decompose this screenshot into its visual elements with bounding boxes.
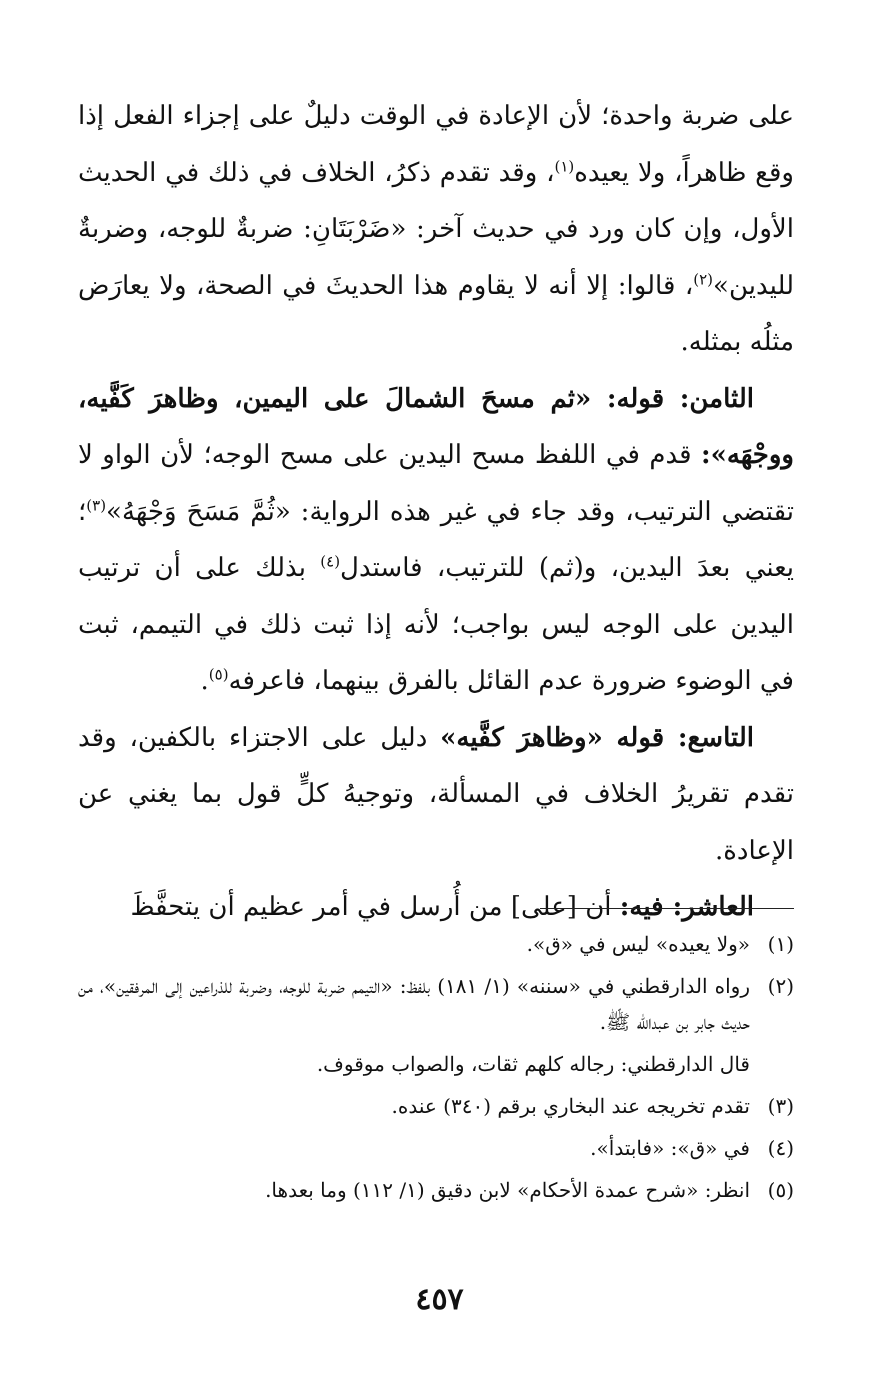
paragraph-2-heading: الثامن: قوله: «ثم مسحَ الشمالَ على اليمين، وظاهرَ كَفَّيه، ووجْهَه»: [78,383,794,470]
paragraph-1-text-3: ، قالوا: إلا أنه لا يقاوم هذا الحديثَ في الصحة، ولا يعارَض مثلُه بمثله. [78,270,794,357]
paragraph-3 [78,710,794,880]
footnote-number: (١) [767,932,794,956]
footnote-body [78,1130,750,1166]
page-number: ٤٥٧ [415,1282,464,1317]
footnote-ref-3[interactable]: (٣) [86,495,107,514]
footnote-ref-4[interactable]: (٤) [320,552,341,571]
footnote-ref-2[interactable]: (٢) [693,269,714,288]
footnote-4 [78,1130,794,1166]
footnote-ref-5[interactable]: (٥) [208,665,229,684]
footnote-line: «ولا يعيده» ليس في «ق». [526,932,750,956]
footnote-divider [540,908,794,909]
footnote-number: (٥) [767,1178,794,1202]
footnote-body [78,968,750,1082]
paragraph-2-text-2: ؛ يعني بعدَ اليدين، و(ثم) للترتيب، فاستدل [78,496,794,583]
footnote-number: (٢) [767,974,794,998]
footnote-1 [78,926,794,962]
paragraph-2-text: قدم في اللفظ مسح اليدين على مسح الوجه؛ لأن الواو لا تقتضي الترتيب، وقد جاء في غير هذه الرواية: «ثُمَّ مَسَحَ وَجْهَهُ» [78,440,794,527]
footnote-5 [78,1172,794,1208]
footnote-2 [78,968,794,1082]
footnotes [78,926,794,1214]
paragraph-2-text-3: بذلك على أن ترتيب اليدين على الوجه ليس بواجب؛ لأنه إذا ثبت ذلك في التيمم، ثبت في الوضوء ضرورة عدم القائل بالفرق بينهما، فاعرفه [78,553,794,696]
footnote-line: تقدم تخريجه عند البخاري برقم (٣٤٠) عنده. [391,1094,750,1118]
footnote-3 [78,1088,794,1124]
paragraph-4-text: أن [على] من أُرسل في أمر عظيم أن يتحفَّظَ [130,892,620,922]
paragraph-1-text: على ضربة واحدة؛ لأن الإعادة في الوقت دليلٌ على إجزاء الفعل إذا وقع ظاهراً، ولا يعيده [78,101,794,188]
main-text [78,88,794,936]
paragraph-2 [78,371,794,710]
footnote-body [78,1172,750,1208]
paragraph-1-text-2: ، وقد تقدم ذكرُ، الخلاف في ذلك في الحديث الأول، وإن كان ورد في حديث آخر: «ضَرْبَتَانِ: ضربةٌ للوجه، وضربةٌ لليدين» [78,157,794,301]
paragraph-3-heading: التاسع: قوله «وظاهرَ كفَّيه» [440,722,754,753]
footnote-line: رواه الدارقطني في «سننه» (١/ ١٨١) بلفظ: «التيمم ضربة للوجه، وضربة للذراعين إلى المرفقين»، من حديث جابر بن عبدالله ﷺ. [78,974,751,1034]
paragraph-1 [78,88,794,371]
footnote-body [78,1088,750,1124]
paragraph-4-heading: العاشر: فيه: [619,892,754,922]
footnote-line: انظر: «شرح عمدة الأحكام» لابن دقيق (١/ ١١٢) وما بعدها. [265,1178,750,1202]
footnote-ref-1[interactable]: (١) [554,156,575,175]
footnote-number: (٤) [767,1136,794,1160]
paragraph-3-text: دليل على الاجتزاء بالكفين، وقد تقدم تقريرُ الخلاف في المسألة، وتوجيهُ كلٍّ قول بما يغني عن الإعادة. [78,722,794,866]
footnote-line: في «ق»: «فابتدأ». [590,1136,750,1160]
footnote-line: قال الدارقطني: رجاله كلهم ثقات، والصواب موقوف. [316,1052,750,1076]
footnote-body [78,926,750,962]
footnote-number: (٣) [767,1094,794,1118]
paragraph-2-text-4: . [200,666,209,696]
